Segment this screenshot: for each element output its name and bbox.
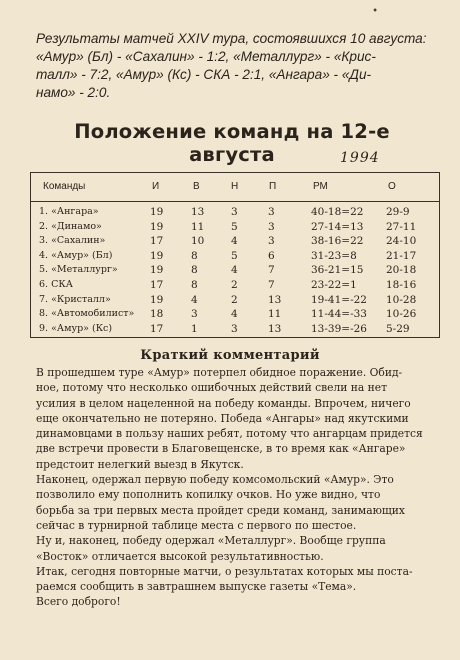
standings-headline: Положение команд на 12-е августа [74,120,390,166]
cell-team: 2. «Динамо» [39,220,102,232]
comment-title: Краткий комментарий [140,348,320,363]
header-wins: В [193,181,200,192]
table-row [31,250,439,265]
cell-team: 3. «Сахалин» [39,235,106,247]
standings-table [30,172,440,338]
cell-losses: 7 [268,279,275,291]
cell-wins: 8 [191,249,198,262]
header-teams: Команды [43,181,86,192]
cell-games: 17 [150,279,164,291]
cell-team: 6. СКА [39,279,73,290]
cell-points: 5-29 [386,322,410,335]
results-line: талл» - 7:2, «Амур» (Кс) - СКА - 2:1, «Ангара» - «Ди- [36,67,372,82]
table-row [31,279,439,294]
header-losses: П [269,181,277,192]
ink-speck-icon: • [372,6,378,17]
cell-losses: 3 [268,206,275,218]
comment-line: ное, потому что несколько ошибочных действий свели на нет [36,381,388,395]
header-games: И [152,181,160,192]
cell-team: 1. «Ангара» [39,206,99,217]
cell-draws: 3 [231,322,238,335]
match-results-block [36,30,434,102]
comment-line: усилия в целом нацеленной на победу команды. Впрочем, ничего [36,396,411,410]
cell-wins: 13 [191,206,205,218]
table-header-row [31,173,439,202]
cell-draws: 5 [231,220,238,233]
cell-games: 19 [150,220,164,233]
cell-points: 10-28 [386,293,417,306]
table-row [31,221,439,236]
results-line: «Амур» (Бл) - «Сахалин» - 1:2, «Металлург» - «Крис- [36,49,376,64]
cell-team: 9. «Амур» (Кс) [39,322,113,334]
cell-goals: 19-41=-22 [311,293,367,306]
cell-losses: 3 [268,220,275,233]
comment-line: Всего доброго! [36,595,121,609]
results-line: Результаты матчей XXIV тура, состоявшихся 10 августа: [36,31,427,46]
cell-losses: 13 [268,293,282,306]
cell-wins: 10 [191,235,205,248]
cell-team: 8. «Автомобилист» [39,308,135,320]
cell-draws: 4 [231,235,238,248]
comment-line: раемся сообщить в завтрашнем выпуске газеты «Тема». [36,580,357,594]
cell-draws: 2 [231,293,238,306]
cell-losses: 11 [268,308,282,321]
cell-points: 20-18 [386,264,417,277]
header-goals: РМ [313,181,328,192]
cell-points: 18-16 [386,279,417,291]
cell-goals: 40-18=22 [311,206,364,218]
cell-wins: 11 [191,220,205,233]
cell-draws: 5 [231,249,238,262]
header-points: О [388,181,396,192]
cell-games: 19 [150,206,164,218]
cell-games: 17 [150,322,164,335]
table-row [31,206,439,221]
table-row [31,294,439,309]
cell-points: 21-17 [386,249,417,262]
cell-points: 27-11 [386,220,417,233]
cell-games: 19 [150,264,164,277]
cell-games: 19 [150,249,164,262]
cell-goals: 13-39=-26 [311,322,367,335]
cell-wins: 8 [191,264,198,277]
comment-line: В прошедшем туре «Амур» потерпел обидное поражение. Обид- [36,366,403,379]
handwritten-year: 1994 [340,150,380,166]
comment-line: позволило ему пополнить копилку очков. Но уже видно, что [36,488,381,502]
comment-line: Итак, сегодня повторные матчи, о результатах которых мы поста- [36,564,413,578]
cell-wins: 3 [191,308,198,321]
comment-line: Ну и, наконец, победу одержал «Металлург». Вообще группа [36,534,386,548]
cell-draws: 2 [231,279,238,291]
comment-line: еще окончательно не потеряно. Победа «Ангары» над якутскими [36,411,409,425]
cell-goals: 27-14=13 [311,220,364,233]
table-row [31,264,439,279]
cell-points: 29-9 [386,206,410,218]
cell-goals: 38-16=22 [311,235,364,248]
cell-draws: 4 [231,308,238,321]
comment-line: «Восток» отличается высокой результативностью. [36,549,324,563]
cell-goals: 23-22=1 [311,279,357,291]
comment-line: динамовцами в пользу наших ребят, потому что ангарцам придется [36,427,423,441]
cell-wins: 8 [191,279,198,291]
cell-goals: 31-23=8 [311,249,357,262]
cell-losses: 3 [268,235,275,248]
cell-losses: 13 [268,322,282,335]
comment-line: Наконец, одержал первую победу комсомольский «Амур». Это [36,473,394,487]
cell-team: 4. «Амур» (Бл) [39,249,113,261]
comment-line: борьба за три первых места пройдет среди команд, занимающих [36,503,405,517]
cell-team: 7. «Кристалл» [39,293,111,305]
table-row [31,235,439,250]
comment-line: сейчас в турнирной таблице места с первого по шестое. [36,518,357,532]
results-line: намо» - 2:0. [36,85,111,100]
comment-body [36,365,432,610]
comment-line: две встречи провести в Благовещенске, в то время как «Ангаре» [36,442,406,456]
table-row [31,323,439,338]
cell-losses: 6 [268,249,275,262]
cell-points: 24-10 [386,235,417,248]
cell-draws: 3 [231,206,238,218]
cell-wins: 1 [191,322,198,335]
cell-draws: 4 [231,264,238,277]
header-draws: Н [231,181,239,192]
cell-games: 19 [150,293,164,306]
cell-losses: 7 [268,264,275,277]
cell-team: 5. «Металлург» [39,264,118,276]
cell-goals: 36-21=15 [311,264,364,277]
table-row [31,308,439,323]
cell-goals: 11-44=-33 [311,308,367,321]
cell-wins: 4 [191,293,198,306]
comment-line: предстоит нелегкий выезд в Якутск. [36,457,244,471]
cell-games: 18 [150,308,164,321]
cell-points: 10-26 [386,308,417,321]
cell-games: 17 [150,235,164,248]
